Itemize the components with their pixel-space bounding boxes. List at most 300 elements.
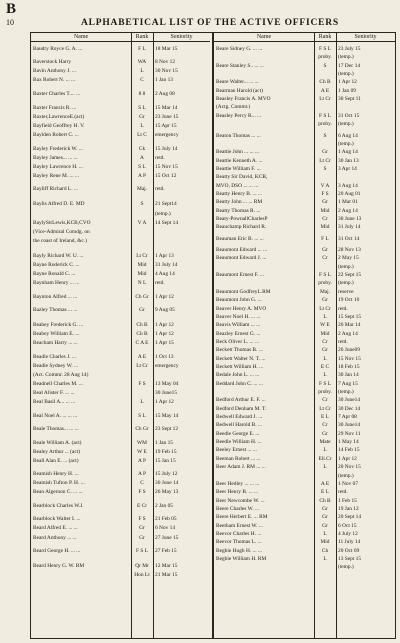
officer-entry — [31, 104, 211, 112]
officer-seniority: 18 Mar 15 — [155, 46, 178, 52]
officer-name: Bayley James... ... ... — [33, 155, 78, 161]
officer-name: Bedford Denham M. T. — [216, 405, 267, 412]
officer-rank: proby. — [318, 121, 332, 128]
officer-seniority: 23 June 15 — [155, 113, 179, 120]
officer-rank: A — [140, 155, 144, 161]
officer-name: MVO, DSO ... ... ... — [216, 182, 259, 189]
officer-entry — [31, 380, 211, 388]
officer-seniority: retd. — [338, 338, 348, 345]
officer-seniority: 19 Jan 12 — [338, 505, 359, 512]
officer-entry — [214, 157, 396, 165]
officer-rank: Ch B — [319, 79, 331, 86]
officer-name: Bayly Richard W. U. ... — [33, 252, 84, 259]
officer-entry — [214, 296, 396, 304]
officer-seniority: 1 May 14 — [338, 439, 359, 446]
officer-name: Beaty-PownallCharlesP — [216, 216, 268, 222]
officer-rank: A P — [138, 470, 146, 477]
officer-seniority: 26 May 13 — [155, 489, 179, 496]
officer-entry — [31, 389, 211, 397]
officer-name: Beard George H. ... ... — [33, 547, 81, 554]
officer-seniority: 15 Oct 12 — [155, 173, 177, 180]
officer-name: Beall Alan E. ... (act) — [33, 457, 79, 464]
header-seniority-left: Seniority — [153, 33, 210, 42]
officer-seniority: retd. — [338, 489, 348, 496]
officer-entry — [214, 446, 396, 454]
officer-entry — [31, 534, 211, 542]
officer-seniority: 1 Aug 14 — [338, 149, 358, 156]
officer-rank: Lt C — [137, 131, 147, 138]
officer-seniority: 15 Apr 15 — [155, 122, 177, 129]
officer-name: Beckett Walter N. T. ... — [216, 355, 266, 362]
officer-name: Baxter Charles T.... ... — [33, 91, 81, 98]
officer-entry — [214, 538, 396, 546]
officer-entry — [31, 425, 211, 433]
officer-rank: F S — [138, 489, 146, 496]
officer-rank: S L — [138, 164, 146, 171]
officer-entry — [214, 430, 396, 438]
officer-name: Bedwell Edward J. ... — [216, 414, 263, 421]
officer-entry — [214, 246, 396, 254]
officer-entry — [214, 53, 396, 61]
officer-seniority: 21 Feb 05 — [155, 516, 177, 523]
officer-rank: Maj. — [136, 186, 148, 193]
officer-rank: L — [323, 464, 327, 471]
officer-entry — [31, 145, 211, 153]
officer-seniority: 14 Feb 15 — [338, 447, 360, 454]
officer-entry — [31, 172, 211, 180]
officer-entry — [214, 505, 396, 513]
officer-name: Beard Alfred E. ... ... — [33, 525, 78, 532]
officer-seniority: 15 May 14 — [155, 413, 179, 420]
officer-name: Beamish Henry H. ... — [33, 470, 79, 477]
officer-entry — [214, 388, 396, 396]
officer-entry — [31, 398, 211, 406]
officer-entry — [214, 140, 396, 148]
officer-name: Beadle Charles J. ... — [33, 353, 76, 360]
officer-entry — [31, 479, 211, 487]
officer-rank: Gr — [322, 247, 328, 254]
officer-rank: L — [140, 68, 144, 75]
officer-name: Beatty Henry B. ... ... — [216, 190, 262, 197]
officer-seniority: 11 July 14 — [338, 539, 361, 546]
officer-seniority: retd. — [155, 280, 165, 287]
officer-rank: Gr — [322, 514, 328, 521]
officer-name: Bearman Harold (act) — [216, 87, 263, 94]
officer-name: Beard Anthony ... ... — [33, 534, 77, 541]
officer-entry — [214, 148, 396, 156]
officer-rank: Mid — [137, 262, 147, 268]
officer-name: Beer Adam J. RM ... ... — [216, 464, 266, 471]
officer-name: Beer Newcombe W. ... — [216, 497, 265, 504]
officer-seniority: 14 Sept 14 — [155, 219, 179, 226]
officer-rank: proby. — [318, 280, 332, 287]
officer-seniority: 18 Feb 15 — [338, 363, 360, 370]
officer-name: Beacham Harry ... ... — [33, 339, 78, 346]
officer-name: Beddard John C. ... ... — [216, 380, 263, 387]
officer-name: Begbie Hugh H. ... ... — [216, 547, 262, 554]
officer-entry — [214, 563, 396, 571]
officer-rank: Gr — [322, 347, 328, 354]
officer-rank: F S — [138, 516, 146, 523]
officer-name: Beere Herbert E. ... RM — [216, 514, 268, 521]
officer-entry — [31, 321, 211, 329]
officer-entry — [214, 555, 396, 563]
officer-seniority: 2 Aug 08 — [155, 91, 175, 98]
officer-rank: proby. — [318, 389, 332, 395]
officer-rank: Ch B — [136, 321, 148, 328]
officer-name: BaylyStrLewis,KCB,CVO — [33, 219, 91, 226]
officer-entry — [31, 448, 211, 456]
officer-rank: L — [323, 530, 327, 537]
officer-seniority: 7 Aug 15 — [338, 380, 358, 387]
officer-name: Bazley Thomas ... ... — [33, 307, 78, 314]
officer-seniority: 7 Apr 08 — [338, 414, 357, 421]
officer-entry — [31, 470, 211, 478]
officer-rank: Maj. — [319, 288, 331, 295]
officer-seniority: 1 Jan 15 — [155, 439, 173, 446]
officer-entry — [31, 293, 211, 301]
officer-rank: V A — [320, 182, 330, 189]
officer-entry — [31, 154, 211, 162]
officer-name: Beattie John ... ... ... — [216, 149, 259, 156]
officer-entry — [214, 165, 396, 173]
officer-seniority: 9 Aug 05 — [155, 307, 175, 314]
officer-rank: Lt Cr — [136, 252, 148, 259]
officer-rank: Lt Cr — [319, 157, 331, 164]
officer-name: Beauchamp Richard R. — [216, 224, 267, 231]
officer-name: Beadnell Charles M. ... — [33, 381, 83, 388]
officer-name: Beabey Frederick G. ... — [33, 321, 84, 328]
officer-name: Bedwell Harold B. ... — [216, 422, 262, 429]
officer-name: Beaumont Ernest F. ... — [216, 272, 264, 279]
officer-entry — [214, 513, 396, 521]
officer-entry — [214, 263, 396, 271]
officer-seniority: 23 Sept 12 — [155, 425, 179, 432]
officer-entry — [214, 463, 396, 471]
officer-rank: Gr — [139, 525, 145, 532]
officer-seniority: (temp.) — [338, 472, 354, 479]
officer-name: Baudry Royce G. A. ... — [33, 46, 83, 52]
officer-name: Beauman Eric B. ... ... — [216, 235, 264, 242]
officer-rank: Ck — [138, 145, 146, 152]
officer-entry — [214, 95, 396, 103]
officer-rank: F S L — [319, 112, 331, 119]
officer-name: (Vice-Admiral Comdg. on — [33, 228, 90, 235]
officer-entry — [214, 215, 396, 223]
officer-name: Beatty Sir David, KCB, — [216, 174, 268, 181]
officer-rank: L — [323, 355, 327, 362]
officer-seniority: 30 June14 — [338, 422, 361, 429]
officer-seniority: 30 Jan 14 — [338, 372, 359, 379]
officer-rank: Hon Lt — [134, 571, 150, 578]
officer-rank: Ch Gr — [135, 294, 149, 301]
officer-entry — [31, 261, 211, 269]
officer-entry — [214, 330, 396, 338]
officer-name: Bayley Frederick W. ... — [33, 145, 83, 152]
officer-rank: V A — [137, 219, 147, 226]
officer-entry — [214, 497, 396, 505]
officer-seniority: 20 Sept 14 — [338, 514, 362, 521]
officer-rank: L — [323, 313, 327, 320]
header-rank-left: Rank — [131, 33, 153, 42]
officer-seniority: 1 Apr 12 — [155, 321, 174, 328]
officer-rank: Gr — [322, 430, 328, 437]
officer-name: Beaumont Edward ... ... — [216, 247, 268, 254]
officer-seniority: (temp.) — [338, 389, 354, 395]
officer-name: Begbie William H. RM — [216, 556, 267, 562]
officer-name: the coast of Ireland, &c.) — [33, 237, 87, 244]
officer-rank: Ch — [321, 547, 329, 554]
officer-rank: Mid — [320, 207, 330, 214]
officer-seniority: 2 Aug 14 — [338, 330, 358, 337]
officer-entry — [214, 87, 396, 95]
officer-entry — [214, 288, 396, 296]
officer-name: Bax Robert N. ... ... — [33, 77, 76, 84]
officer-rank: F S L — [136, 547, 148, 554]
officer-seniority: 30 June14 — [338, 397, 361, 404]
officer-seniority: 19 Oct 10 — [338, 297, 360, 304]
officer-rank: A P — [138, 173, 146, 180]
officer-rank: C A E — [135, 339, 149, 346]
officer-name: Beal Basil A... ... ... — [33, 399, 76, 406]
officer-name: Beere Charles W. ... — [216, 505, 259, 512]
officer-entry — [214, 62, 396, 70]
officer-rank: proby. — [318, 54, 332, 61]
officer-entry — [214, 235, 396, 243]
officer-entry — [31, 185, 211, 193]
officer-entry — [214, 346, 396, 354]
officer-entry — [214, 421, 396, 429]
officer-entry — [31, 439, 211, 447]
officer-entry — [214, 223, 396, 231]
officer-seniority: 6 Nov 14 — [155, 525, 176, 532]
officer-rank: Mid — [137, 271, 147, 278]
officer-entry — [214, 305, 396, 313]
officer-name: Bayne Ronald C. ... — [33, 271, 76, 278]
officer-name: Bayley Lawrence H. ... — [33, 164, 83, 171]
officer-name: Bearblock Walter I. ... — [33, 516, 81, 523]
officer-seniority: 21 Mar 15 — [155, 571, 178, 578]
officer-entry — [31, 237, 211, 245]
officer-name: Beaver Noel H. ... ... — [216, 313, 261, 320]
officer-rank: Gr — [322, 522, 328, 529]
officer-name: Beare Walter... ... ... — [216, 79, 259, 86]
officer-seniority: 23 July 15 — [338, 46, 361, 52]
officer-name: Bayley Rene M. ... ... — [33, 173, 79, 180]
officer-rank: L — [323, 447, 327, 454]
officer-seniority: (temp.) — [338, 71, 354, 78]
officer-rank: Gr — [322, 149, 328, 156]
officer-name: Beetham Ernest W. ... — [216, 522, 263, 529]
officer-entry — [31, 524, 211, 532]
officer-name: Beeman Robert ... ... — [216, 455, 261, 462]
officer-entry — [214, 413, 396, 421]
officer-seniority: 12 Mar 15 — [155, 562, 178, 569]
officer-rank: Mid — [320, 330, 330, 337]
officer-rank: S — [140, 201, 144, 208]
officer-entry — [214, 321, 396, 329]
officer-name: Baxter,LawrenceE.(act) — [33, 113, 85, 120]
officer-rank: WA — [137, 59, 147, 66]
officer-rank: A E — [137, 353, 147, 360]
officer-seniority: 1 Apr 13 — [155, 252, 174, 259]
officer-rank: Cr — [322, 338, 328, 345]
officer-name: Beale William A. (act) — [33, 439, 82, 446]
officer-entry — [214, 438, 396, 446]
officer-rank: E Cr — [136, 503, 148, 510]
officer-seniority: 31 July 14 — [338, 224, 361, 231]
officer-name: Baxter Francis R. ... — [33, 104, 77, 111]
officer-entry — [214, 182, 396, 190]
officer-name: Beeley Ernest ... ... — [216, 447, 257, 454]
officer-rank: F S — [321, 190, 329, 197]
officer-seniority: 30 Sept 11 — [338, 96, 361, 103]
officer-name: Beaton Thomas ... ... — [216, 132, 261, 139]
officer-name: Bayfield Geoffrey H. V. — [33, 122, 85, 129]
officer-name: Beazley Ernest G. ... — [216, 330, 261, 337]
officer-seniority: 27 Feb 15 — [155, 547, 177, 554]
officer-seniority: 27 June 15 — [155, 534, 179, 541]
officer-name: Beaumont Edward J. ... — [216, 255, 267, 262]
officer-entry — [214, 405, 396, 413]
officer-seniority: retd. — [338, 305, 348, 312]
officer-seniority: 30 Dec 14 — [338, 405, 361, 412]
officer-seniority: 3 Apr 14 — [338, 165, 357, 172]
header-name-right: Name — [214, 33, 314, 42]
officer-rank: S L — [138, 104, 146, 111]
officer-rank: Cr — [322, 255, 328, 262]
officer-entry — [31, 113, 211, 121]
officer-seniority: 4 July 12 — [338, 530, 358, 537]
officer-seniority: reserve — [338, 288, 354, 295]
officer-seniority: 2 Aug 14 — [338, 207, 358, 214]
officer-name: Beevor Thomas L. ... — [216, 539, 262, 546]
officer-seniority: 3 Aug 14 — [338, 182, 358, 189]
officer-entry — [31, 457, 211, 465]
officer-rank: Gr — [139, 534, 145, 541]
officer-name: Beard Henry G. W. RM — [33, 562, 85, 569]
officer-name: Beavis William ... ... — [216, 322, 261, 329]
officer-name: Bealey Arthur ... (act) — [33, 448, 80, 455]
officer-rank: L — [140, 122, 144, 129]
officer-rank: Ch B — [319, 497, 331, 504]
officer-entry — [214, 455, 396, 463]
officer-name: Beadle Sydney W. ... — [33, 362, 79, 369]
officer-name: Bean Algernon C. ... ... — [33, 489, 83, 496]
officer-seniority: 15 Nov 15 — [155, 164, 178, 171]
officer-seniority: (temp.) — [155, 210, 171, 217]
officer-entry — [31, 58, 211, 66]
officer-rank: Cr — [322, 397, 328, 404]
officer-entry — [214, 547, 396, 555]
officer-name: Beasley Francis A. MVO — [216, 96, 271, 103]
officer-seniority: 1 Apr 12 — [155, 294, 174, 301]
officer-rank: Cr — [322, 216, 328, 222]
officer-name: Beedle William H. ... — [216, 439, 262, 446]
officer-rank: Ch Gr — [135, 425, 149, 432]
officer-seniority: (temp.) — [338, 280, 354, 287]
officer-seniority: 21 Sept14 — [155, 201, 177, 208]
officer-seniority: 1 Feb 15 — [338, 497, 357, 504]
officer-seniority: 31 Oct 14 — [338, 235, 360, 242]
officer-seniority: 1 Apr 12 — [338, 79, 357, 86]
officer-seniority: 2 May 15 — [338, 255, 359, 262]
officer-name: Beaumont John G. ... — [216, 297, 262, 304]
officer-entry — [31, 515, 211, 523]
officer-entry — [214, 207, 396, 215]
officer-entry — [31, 306, 211, 314]
officer-rank: Gr — [322, 297, 328, 304]
officer-seniority: 1 Apr 15 — [155, 339, 174, 346]
officer-seniority: 1 Nov 07 — [338, 480, 359, 487]
officer-seniority: (temp.) — [338, 121, 354, 128]
officer-rank: F S L — [319, 380, 331, 387]
officer-name: Beedle George E. ... — [216, 430, 260, 437]
officer-seniority: 26 Mar 14 — [338, 322, 361, 329]
officer-rank: N L — [137, 280, 147, 287]
section-letter: B — [6, 1, 17, 17]
officer-name: Beer Hedley ... ... ... — [216, 480, 260, 487]
officer-seniority: 20 Oct 09 — [338, 547, 360, 554]
officer-seniority: emergency — [155, 131, 179, 138]
officer-seniority: 2 Jan 05 — [155, 503, 173, 510]
officer-name: Baverstock Harry — [33, 59, 72, 66]
officer-name: Beevor Charles H. ... — [216, 530, 262, 537]
officer-entry — [214, 338, 396, 346]
officer-entry — [31, 362, 211, 370]
officer-name: Bayliff Richard L. ... — [33, 186, 78, 193]
officer-name: Beck Oliver L. ... ... — [216, 338, 259, 345]
officer-name: Beal Noel A. ... ... ... — [33, 413, 78, 420]
officer-seniority: 6 Aug 14 — [338, 132, 358, 139]
officer-seniority: 29 Nov 11 — [338, 430, 361, 437]
officer-rank: Eli.Cr — [318, 455, 332, 462]
officer-rank: Lt Cr — [319, 96, 331, 103]
officer-entry — [31, 122, 211, 130]
officer-name: Baylden Robert C. ... — [33, 131, 79, 138]
officer-rank: Gr — [322, 505, 328, 512]
officer-name: Bavin Anthony J. ... — [33, 68, 76, 75]
officer-name: Bayne Roderick C. ... — [33, 262, 80, 268]
officer-name: Beare Sidney G. ... ... — [216, 46, 263, 52]
officer-entry — [31, 547, 211, 555]
officer-rank: Gr — [322, 199, 328, 206]
officer-seniority: 13 May 04 — [155, 381, 179, 388]
officer-entry — [214, 355, 396, 363]
officer-seniority: retd. — [155, 186, 165, 193]
officer-seniority: emergency — [155, 362, 179, 369]
officer-rank: C — [140, 77, 144, 84]
officer-entry — [214, 103, 396, 111]
officer-name: Beckett William H. ... — [216, 363, 264, 370]
officer-name: Beare Stanley S.. ... ... — [216, 62, 264, 69]
officer-entry — [214, 173, 396, 181]
page-number: 10 — [6, 18, 14, 27]
officer-entry — [31, 270, 211, 278]
officer-seniority: 4 Aug 14 — [155, 271, 175, 278]
officer-rank: F S L — [319, 46, 331, 52]
officer-entry — [214, 279, 396, 287]
officer-rank: Ch B — [136, 330, 148, 337]
officer-entry — [214, 132, 396, 140]
officer-rank: A E — [320, 87, 330, 94]
officer-rank: L — [140, 399, 144, 406]
officer-entry — [214, 363, 396, 371]
officer-entry — [214, 480, 396, 488]
officer-rank: 8 8 — [138, 91, 146, 98]
officer-name: Beaver Henry A. MVO — [216, 305, 267, 312]
header-name-left: Name — [31, 33, 131, 42]
